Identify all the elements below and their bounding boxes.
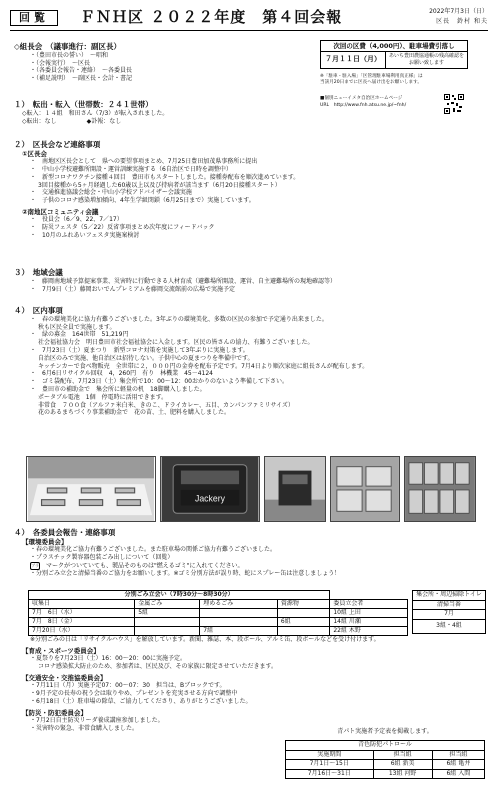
section-heading: ２） 区長会など連絡事項 (14, 140, 101, 149)
table-cell: 10組 上田 (330, 609, 408, 618)
table-cell: 6組 新美 (373, 760, 432, 770)
table-cell: 7月 6日（水） (29, 609, 135, 618)
list-item: ・ 中山小学校避難所開設・運営訓練実施する（6自治区で日時を調整中） (30, 165, 232, 173)
list-item: 非常食 ７００食（アルファ米白米、きのこ、ドライカレー、五目、カンパンファミリサイズ） (38, 401, 294, 409)
committee-heading: 【防災・防犯委員会】 (22, 708, 87, 717)
list-item: ・（各委員会報告・連絡） ～各委員長 (30, 67, 133, 75)
title-rule (10, 30, 488, 31)
list-item: ◇転出：なし ◆訃報：なし (22, 117, 122, 125)
battery-outdoor-photo (264, 456, 326, 522)
sub-heading: ②南地区コミュニティ会議 (22, 207, 99, 216)
list-item: 自治区のみで実施、他自治区は招待しない。子供中心の夏まつりを準備中です。 (38, 354, 254, 362)
list-item: ・プラスチック製容器包装ごみ出しについて（回覧） (30, 553, 174, 561)
patrol-table (285, 740, 485, 779)
cleanup-subheader: 清掃当番 (413, 600, 486, 610)
list-item: ・災害時の緊急、非常食購入しました。 (30, 724, 139, 732)
list-item: キッチンカーで食べ物販売 全世帯に２，０００円の金券を配布予定です。7月4日より順次家庭に組長さんが配布します。 (38, 362, 369, 370)
patrol-table-title: 青色防犯パトロール (286, 741, 485, 751)
portable-battery-photo (160, 456, 260, 522)
list-item (14, 562, 340, 570)
table-caption: 分別ごみ立会い（7時30分～8時30分） (29, 591, 330, 600)
section-kumicho-kai (14, 42, 132, 83)
table-cell (200, 609, 278, 618)
next-payment-label: 次回の区費（4,000円）、駐車場費引落し (321, 41, 467, 52)
table-row (29, 618, 408, 627)
table-header-row (29, 600, 408, 609)
list-item: ・ 6月6日リサイクル回収 4，260円 有り 林機業 45－4124 (30, 370, 213, 378)
table-cell (200, 618, 278, 627)
cleanup-month: 7月 (413, 610, 486, 620)
list-item: ・7月2日自主防災リーダ養成講座参加しました。 (30, 717, 164, 725)
table-cell: 7組 (200, 627, 278, 636)
recycle-mark-icon: プラ (31, 562, 39, 568)
table-row (29, 627, 408, 636)
list-item: ・春の環境美化ご協力有難うございました。また駐車場の関係ご協力有難うございました。 (30, 546, 277, 554)
table-cell (135, 627, 200, 636)
table-cell: 13組 河野 (373, 769, 432, 779)
desks-photo (26, 456, 156, 522)
payment-notice-box (320, 40, 468, 69)
list-item: ・7月11日（月）実施予定07：00～07：30 担当は、Bブロックです。 (30, 682, 226, 690)
list-item: ・（補足説明） ～副区長・会計・書記 (30, 75, 133, 83)
column-header: 担当組 (373, 750, 432, 760)
section-chief-meeting (14, 140, 299, 240)
list-item: ・ ゴミ袋配布、7月23日（土）集会所で10：00～12：00おかりのないよう準備して下さい。 (30, 378, 288, 386)
section-heading: ４） 区内事項 (14, 306, 63, 315)
table-cell (277, 609, 329, 618)
section-heading: ３） 地域会議 (14, 268, 63, 277)
table-cell: 6組 入間 (432, 769, 484, 779)
homepage-label: ■個別ニューイメタ自治区ホームページ (320, 96, 403, 101)
section-heading: １） 転出・転入（世帯数：２４１世帯） (14, 100, 153, 109)
list-item: 社会福祉協力会 明日豊田市社会福祉協会に入金します。区民の皆さんの協力、有難うございました。 (38, 339, 314, 347)
list-item: ・ 緑の募金 164世帯 51,219円 (30, 331, 129, 339)
list-item: ・ 10月のふれあいフェスタ実施案検討 (30, 232, 140, 239)
list-item: ・ 役員会（6／9、22、7／17） (30, 216, 123, 224)
table-cell (135, 618, 200, 627)
list-item: ・ 豊田市の補助金で 集会所に軽量の机 18脚購入しました。 (30, 385, 206, 393)
section-district-matters (14, 306, 368, 417)
section-heading: ◇組長会 （議事進行：副区長） (14, 42, 122, 51)
issue-date: 2022年7月3日（日） (429, 8, 488, 15)
payment-day: ７月１１日（月） (321, 52, 386, 67)
kairan-stamp: 回覧 (10, 10, 58, 26)
list-item: 花のあるまちづくり事業補助金で 花の苗、土、肥料を購入しました。 (38, 409, 230, 417)
list-item: ◇転入：１４組 和田さん（7/3）が転入されました。 (22, 109, 169, 117)
battery-brand-label: Jackery (194, 493, 226, 504)
table-row (286, 769, 485, 779)
plastic-note: マークがついていても、製品そのものは"燃えるゴミ"に入れてください。 (40, 562, 244, 570)
table-cell: 7月20日（水） (29, 627, 135, 636)
list-item: ・（会報実行） ～区長 (30, 59, 91, 67)
header (10, 8, 488, 30)
list-item: ・ 藤岡南地域予算提案事業、災害時に行動できる人材育成（避難場所開設、運営、自主避難場所の現地確認等） (30, 277, 337, 285)
column-header: 収集日 (29, 600, 135, 609)
list-item: ・9月予定の長寿の祝う会は取りやめ、プレゼントを充実させる方向で調整中 (30, 690, 238, 698)
patrol-note: 青パト実施者予定表を掲載します。 (337, 728, 433, 735)
list-item: ・ 7月9日（土）藤岡おいでんプレミアムを藤岡交流館前の広場で実施予定 (30, 285, 235, 293)
list-item: 秋も区民全員で実施します。 (38, 323, 116, 331)
table-cell: 6組 (277, 618, 329, 627)
table-cell: 22組 木野 (330, 627, 408, 636)
list-item: ・ 南地区区長会として 県への要望事項まとめ、7月25日豊田加茂県事務所に提出 (30, 158, 258, 166)
column-header: 資源物 (277, 600, 329, 609)
table-cell: 7月1日～15日 (286, 760, 374, 770)
list-item: ・ 交通推進協議会総会・中山小学校アドバイザー会議実施 (30, 189, 192, 197)
table-cell: 7月 8日（金） (29, 618, 135, 627)
list-item: ・ 防災フェスタ（5／22）反省事項まとめ次年度にフィードバック (30, 224, 215, 232)
committee-heading: 【環境委員会】 (22, 537, 68, 546)
list-item: ・（豊田市長の誓い） ～唱和 (30, 51, 109, 59)
garbage-schedule-table (28, 590, 408, 636)
table-cell: 14組 川瀬 (330, 618, 408, 627)
emergency-food-photo (404, 456, 476, 522)
qr-code-icon (444, 94, 464, 114)
sub-heading: ①区長会 (22, 149, 48, 158)
table-cell: 7月16日～31日 (286, 769, 374, 779)
cleanup-header: 集会所・周辺掃除トイレ (413, 591, 486, 601)
section-committee-reports-2 (14, 636, 380, 733)
cleanup-duty-table (412, 590, 486, 634)
column-header: 埋めるごみ (200, 600, 278, 609)
list-item: ポータブル電池 1個 停電時に活用できます。 (38, 393, 168, 401)
bank-balance-note: あいち豊田農協通帳の残高確認をお願い致します (389, 53, 465, 66)
list-item: ・6月18日（土）駐車場の除草、ご協力してくださり、ありがとうございました。 (30, 697, 252, 705)
list-item: 3回目接種から5ヶ月経過した60歳以上以及び持病者が該当ます（6月20日接種スタート） (38, 181, 281, 189)
column-header: 委員立会者 (330, 600, 408, 609)
page-title: ＦＮＨ区 ２０２２年度 第４回会報 (80, 8, 343, 26)
table-cell: 6組 亀井 (432, 760, 484, 770)
table-row (286, 760, 485, 770)
homepage-info (320, 96, 440, 110)
notice-note-1: ※「駐車・駐入場」「区管理駐車場利用真正様」は (320, 74, 423, 79)
section-move-in-out (14, 100, 168, 125)
photo-strip (26, 456, 476, 522)
boxes-photo (330, 456, 400, 522)
column-header: 実施期間 (286, 750, 374, 760)
list-item: ※分別ごみの日は「リサイクルハウス」を解放しています。新聞、雑誌、本、段ボール、アルミ缶、段ボールなどを受け付けます。 (30, 636, 380, 643)
committee-heading: 【育成・スポーツ委員会】 (22, 646, 100, 655)
column-header: 担当組 (432, 750, 484, 760)
list-item: ・ 新型コロナワクチン接種４回目 豊田市もスタートしました。接種券配布を順次進めています。 (30, 173, 300, 181)
column-header: 金属ごみ (135, 600, 200, 609)
table-cell: 5組 (135, 609, 200, 618)
table-cell (277, 627, 329, 636)
cleanup-groups: 3組・4組 (413, 619, 486, 633)
homepage-url[interactable]: URL http://www.fnh.atsu.ne.jp/~fnh/ (320, 102, 407, 108)
section-regional-meeting (14, 268, 336, 293)
district-chief: 区長 鈴村 和夫 (436, 18, 488, 25)
list-item: ・分別ごみ立会と清掃当番のご協力をお願いします。※ゴミ分別方法が誤り時、蛇にスプレー缶は注意しましょう！ (30, 570, 341, 578)
notice-note-2: 当該月20日までに区長へ届け出をお願いします。 (320, 80, 422, 86)
list-item: コロナ感染拡大防止のため、参加者は、区民及び、その家族に限定させていただきます。 (38, 663, 278, 671)
notice-notes (320, 74, 470, 87)
section-committee-reports (14, 528, 340, 578)
committee-heading: 【交通安全・交推協委員会】 (22, 673, 107, 682)
table-header-row (286, 750, 485, 760)
list-item: ・ 子供のコロナ感染増加傾向、4年生学級閉鎖（6月25日まで）実施しています。 (30, 197, 255, 205)
list-item: ・ 7月23日（土）夏まつり 新型コロナ対策を実施して3年ぶりに実施します。 (30, 346, 249, 354)
section-heading: ４） 各委員会報告・連絡事項 (14, 528, 116, 537)
list-item: ・ 春の環境美化に協力有難うございました。3年ぶりの環境美化、多数の区民の参加で予定通り出来ました。 (30, 315, 328, 323)
table-row (29, 609, 408, 618)
list-item: ・夏祭りを7月23日（土）16：00～20：00に実施予定。 (30, 655, 186, 663)
